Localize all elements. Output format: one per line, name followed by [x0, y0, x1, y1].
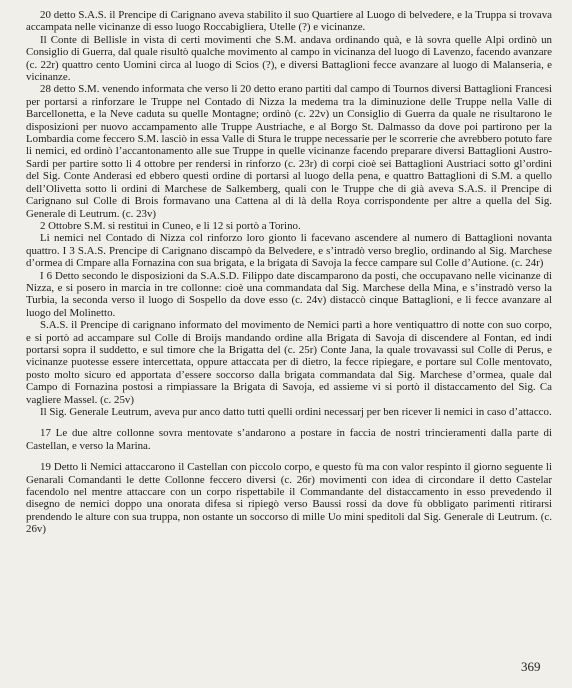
paragraph: 17 Le due altre collonne sovra mentovate s’andarono a postare in faccia de nostri trincieramenti dalla parte di Castellan, e verso la Marina. [26, 427, 552, 452]
paragraph: Il Conte di Bellisle in vista di certi movimenti che S.M. andava ordinando quà, e là sovra quelle Alpi ordinò un Consiglio di Guerra, dal quale risultò qualche movimento al campo in vicinanza del luogo di Lavenzo, facendo avanzare (c. 22r) quattro cento Uomini circa al luogo di Scios (?), e diversi Battaglioni fecce avanzare al luogo di Malanseria, e vicinanze. [26, 33, 552, 84]
paragraph: Il Sig. Generale Leutrum, aveva pur anco datto tutti quelli ordini necessarj per ben ricever li nemici in caso d’attacco. [40, 406, 552, 418]
page-number: 369 [521, 659, 541, 674]
paragraph: 28 detto S.M. venendo informata che verso li 20 detto erano partiti dal campo di Tournos diversi Battaglioni Francesi per portarsi a rinforzare le Truppe nel Contado di Nizza la medema tra la diminuzione delle Truppe nella Valle di Barcellonetta, e la Neve caduta su quelle Montagne; ordinò (c. 22v) un Consiglio di Guerra da quale ne risultarono le disposizioni per nuovo accampamento alle Truppe Austriache, e al Borgo St. Dalmasso da dove poi partirono per la Lombardia come feccero S.M. lasciò in essa Valle di Stura le truppe necessarie per le scorrerie che avrebbero potuto fare li nemici, ed ordinò l’accantonamento alle sue Truppe in quelle vicinanze facendo preparare diversi Battaglioni Austro-Sardi per partire sotto li 4 ottobre per rendersi in rinforzo (c. 23r) di corpi cioè sei Battaglioni Austriaci sotto gl’ordini del Sig. Conte Anderasi ed ebbero questi ordine di portarsi al luogo della pena, e quattro Battaglioni di S.M. a quello dell’Olivetta sotto li ordini di Marchese de Salkemberg, quali con le Truppe che di già aveva S.A.S. il Prencipe di Carignano sul Colle di Brois formavano una Cattena al di là della Roya corrispondente per altre a quella del Sig. Generale di Leutrum. (c. 23v) [26, 83, 552, 220]
paragraph: I 6 Detto secondo le disposizioni da S.A.S.D. Filippo date discamparono da posti, che occupavano nelle vicinanze di Nizza, e si posero in marcia in tre collonne: cioè una commandata dal Sig. Marchese della Mina, e s’instradò verso la Turbia, la seconda verso il luogo di Sospello da dove esso (c. 24v) distaccò cinque Battaglioni, e li fecce avanzare al luogo del Molinetto. [26, 269, 552, 319]
paragraph: 20 detto S.A.S. il Prencipe di Carignano aveva stabilito il suo Quartiere al Luogo di belvedere, e la Truppa si trovava accampata nelle vicinanze di esso luogo Roccabigliera, Utelle (?) e vicinanze. [26, 9, 552, 34]
paragraph: Li nemici nel Contado di Nizza col rinforzo loro gionto li facevano ascendere al numero di Battaglioni novanta quattro. I 3 S.A.S. Prencipe di Carignano discampò da Belvedere, e s’intradò verso breglio, ordinando al Sig. Marchese d’ormea di Cmpare alla Fornazina con sua brigata, e la brigata di Savoja la fecce campare sul Colle d’Autione. (c. 24r) [26, 232, 552, 270]
paragraph: 2 Ottobre S.M. si restituì in Cuneo, e li 12 si portò a Torino. [40, 219, 301, 232]
paragraph: S.A.S. il Prencipe di carignano informato del movimento de Nemici partì a hore ventiquattro di notte con suo corpo, e si portò ad accampare sul Colle di Broijs mandando ordine alla Brigata di Savoja di discendere al Fontan, ed indi portarsi sopra il suddetto, e sul timore che la Brigatta del (c. 25r) Conte Jana, la quale trovavassi sul Colle di Perus, e vicinanze puotesse essere intercettata, oppure attaccata per di dietro, la fecce ripiegare, e portare sul Colle mentovato, posto molto sicuro ed apportata d’essere soccorso dalla brigata commandata dal Sig. Marchese d’ormea, quale dal Campo di Fornazina postosi a rimpiassare la Brigata di Savoja, ed assieme vi si portò il distaccamento del Sig. Ca vagliere Massel. (c. 25v) [26, 319, 552, 406]
body-text [26, 9, 552, 536]
paragraph: 19 Detto li Nemici attaccarono il Castellan con piccolo corpo, e questo fù ma con valor respinto il giorno seguente li Genarali Comandanti le dette Collonne feccero diversi (c. 26r) movimenti con idea di circondare il detto Castelar facendolo nel mentre attaccare con un corpo rispettabile il Commandante del distaccamento in esso prevedendo il disegno de nemici doppo una onorata difesa si ripiegò verso Baussi rossi da dove fù obbligato parimenti ritirarsi prendendo le alture con sua truppa, non ostante un soccorso di mille Uo mini speditoli dal Sig. Generale di Leutrum. (c. 26v) [26, 461, 552, 536]
